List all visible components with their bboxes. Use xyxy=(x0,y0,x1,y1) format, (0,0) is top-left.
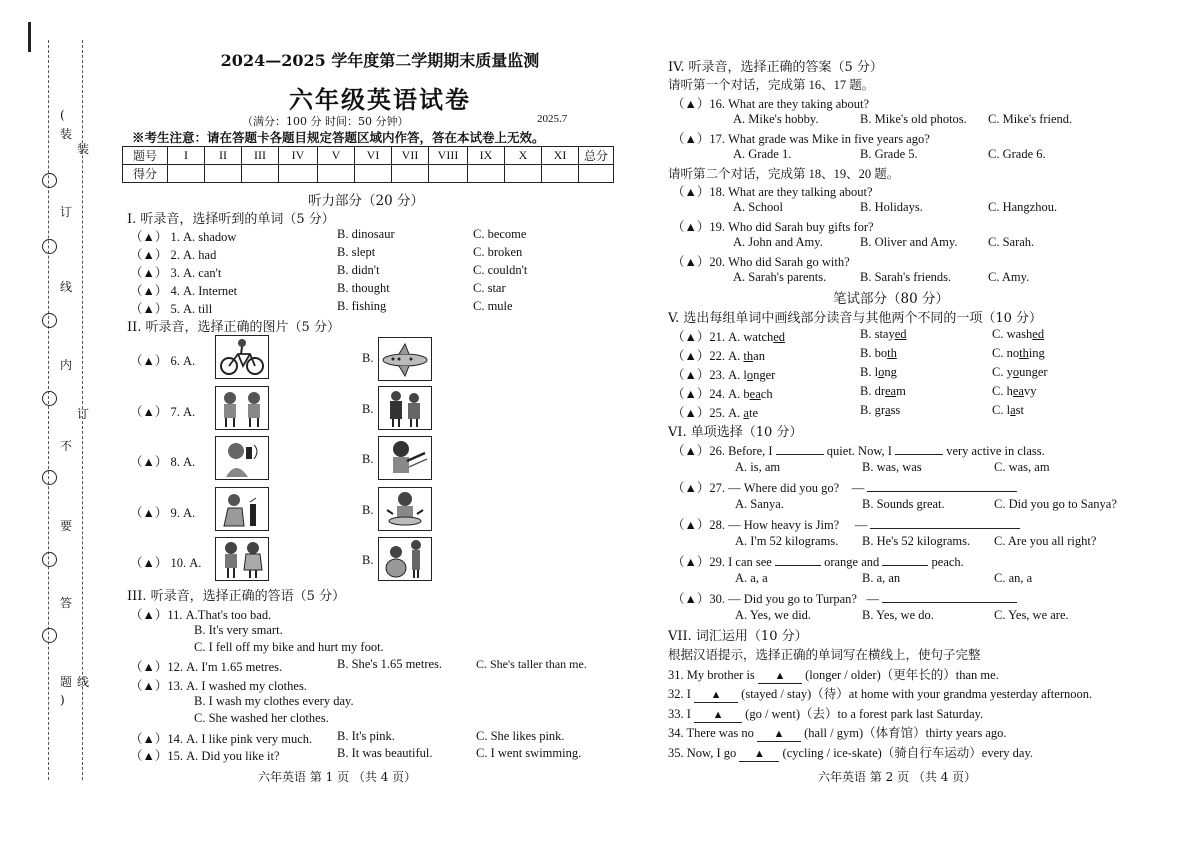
q26-option-c: C. was, am xyxy=(994,460,1050,474)
q25-a-rest: te xyxy=(748,406,758,420)
q27-option-a: A. Sanya. xyxy=(735,497,784,511)
q13-option-a: （▲）13. A. I washed my clothes. xyxy=(130,679,307,693)
score-cell: XI xyxy=(542,147,579,165)
q26-blank-2[interactable] xyxy=(895,454,943,455)
q24-a-rest: ch xyxy=(760,387,773,401)
q8-picture-a-phone-call xyxy=(215,436,269,480)
binding-char-1: 装 xyxy=(60,127,73,141)
q24-options xyxy=(672,384,773,402)
answer-marker-icon: ▲ xyxy=(773,728,785,740)
q29-option-c: C. an, a xyxy=(994,571,1033,585)
q25-c-rest: st xyxy=(1015,403,1024,417)
q24-a-text: （▲）24. A. b xyxy=(672,387,750,401)
q12-option-b: B. She's 1.65 metres. xyxy=(337,657,443,671)
section-4-heading: IV. 听录音，选择正确的答案（5 分） xyxy=(668,60,883,75)
score-cell-empty xyxy=(579,165,614,183)
page-2-footer: 六年英语 第 2 页 （共 4 页） xyxy=(818,770,977,784)
q29-text-1: （▲）29. I can see xyxy=(672,555,772,569)
binding-inner-char-2: 订 xyxy=(77,407,90,421)
score-cell-empty xyxy=(242,165,279,183)
q35-blank[interactable] xyxy=(739,746,779,762)
q24-c-underline: ea xyxy=(1012,384,1024,398)
q6-label-b: B. xyxy=(362,351,374,365)
q23-b-rest: ng xyxy=(884,365,897,379)
q19-option-a: A. John and Amy. xyxy=(733,235,823,249)
score-cell: X xyxy=(505,147,542,165)
score-cell-empty xyxy=(355,165,392,183)
q4-option-b: B. thought xyxy=(337,281,390,295)
q34-blank[interactable] xyxy=(757,726,801,742)
q20-option-c: C. Amy. xyxy=(988,270,1030,284)
q5-option-b: B. fishing xyxy=(337,299,387,313)
binding-hole-6 xyxy=(42,552,57,567)
q21-b-underline: ed xyxy=(894,327,907,341)
binding-hole-2 xyxy=(42,239,57,254)
q23-a-underline: o xyxy=(746,368,754,382)
q17-option-a: A. Grade 1. xyxy=(733,147,792,161)
q21-a-underline: ed xyxy=(773,330,786,344)
q23-option-c xyxy=(992,365,1048,380)
answer-marker-icon: ▲ xyxy=(712,709,724,721)
q19-question: （▲）19. Who did Sarah buy gifts for? xyxy=(672,220,874,234)
q22-option-b xyxy=(860,346,897,361)
score-cell-empty xyxy=(429,165,468,183)
binding-dashed-line-outer xyxy=(48,40,50,780)
q22-c-rest: ing xyxy=(1028,346,1045,360)
q23-b-text: B. l xyxy=(860,365,879,379)
q32-text-2: (stayed / stay)（待）at home with your grandma yesterday afternoon. xyxy=(741,687,1093,701)
q17-option-c: C. Grade 6. xyxy=(988,147,1046,161)
q24-c-text: C. h xyxy=(992,384,1013,398)
q14-option-c: C. She likes pink. xyxy=(476,729,565,743)
binding-char-5: 不 xyxy=(60,439,73,453)
q8-label-b: B. xyxy=(362,452,374,466)
score-cell: 得分 xyxy=(123,165,168,183)
q23-c-text: C. y xyxy=(992,365,1013,379)
q9-label: （▲） 9. A. xyxy=(130,506,196,520)
answer-marker-icon: ▲ xyxy=(774,670,786,682)
q12-option-c: C. She's taller than me. xyxy=(476,657,587,671)
score-cell: 总分 xyxy=(579,147,614,165)
section-6-heading: VI. 单项选择（10 分） xyxy=(668,425,803,440)
section-7-heading: VII. 词汇运用（10 分） xyxy=(668,629,808,644)
q28-option-c: C. Are you all right? xyxy=(994,534,1097,548)
q15-option-a: （▲）15. A. Did you like it? xyxy=(130,749,280,763)
two-people-icon xyxy=(379,387,431,429)
score-table-header-row xyxy=(123,147,614,165)
q21-option-b xyxy=(860,327,907,342)
q25-c-text: C. l xyxy=(992,403,1011,417)
q34-text-2: (hall / gym)（体育馆）thirty years ago. xyxy=(804,726,1007,740)
q22-options xyxy=(672,346,765,364)
reading-icon xyxy=(216,488,268,530)
exam-notice: ※考生注意：请在答题卡各题目规定答题区域内作答，答在本试卷上无效。 xyxy=(132,130,545,145)
score-cell-empty xyxy=(168,165,205,183)
binding-hole-1 xyxy=(42,173,57,188)
q28-question xyxy=(672,515,1020,533)
q13-option-b: B. I wash my clothes every day. xyxy=(194,694,354,708)
q26-option-a: A. is, am xyxy=(735,460,781,474)
q27-option-c: C. Did you go to Sanya? xyxy=(994,497,1117,511)
q21-options xyxy=(672,327,785,345)
q24-c-rest: vy xyxy=(1023,384,1037,398)
binding-char-6: 要 xyxy=(60,519,73,533)
q16-option-b: B. Mike's old photos. xyxy=(860,112,967,126)
q30-option-a: A. Yes, we did. xyxy=(735,608,812,622)
q22-c-underline: th xyxy=(1019,346,1029,360)
q25-option-b xyxy=(860,403,900,418)
written-title: 笔试部分（80 分） xyxy=(833,291,949,307)
score-cell-empty xyxy=(468,165,505,183)
q14-option-a: （▲）14. A. I like pink very much. xyxy=(130,732,313,746)
cooking-icon xyxy=(379,488,431,530)
q5-option-a: （▲） 5. A. till xyxy=(130,302,213,316)
q7-label: （▲） 7. A. xyxy=(130,405,196,419)
q20-option-a: A. Sarah's parents. xyxy=(733,270,827,284)
q11-option-a: （▲）11. A.That's too bad. xyxy=(130,608,272,622)
answer-marker-icon: ▲ xyxy=(710,689,722,701)
q26-text-3: very active in class. xyxy=(946,444,1045,458)
q28-option-a: A. I'm 52 kilograms. xyxy=(735,534,839,548)
binding-char-4: 内 xyxy=(60,358,73,372)
score-cell: IV xyxy=(279,147,318,165)
dialogue-2-instruction: 请听第二个对话，完成第 18、19、20 题。 xyxy=(668,167,900,181)
q22-c-text: C. no xyxy=(992,346,1020,360)
q24-b-underline: ea xyxy=(885,384,897,398)
q26-blank-1[interactable] xyxy=(776,454,824,455)
q16-option-c: C. Mike's friend. xyxy=(988,112,1073,126)
q30-dash: — xyxy=(866,592,879,606)
section-7-instruction: 根据汉语提示，选择正确的单词写在横线上，使句子完整 xyxy=(668,647,981,662)
q3-option-c: C. couldn't xyxy=(473,263,528,277)
q24-option-b xyxy=(860,384,906,399)
q35-text-2: (cycling / ice-skate)（骑自行车运动）every day. xyxy=(782,746,1034,760)
q32 xyxy=(668,684,1092,703)
binding-char-7: 答 xyxy=(60,596,73,610)
q31-text-1: 31. My brother is xyxy=(668,668,755,682)
q29-option-b: B. a, an xyxy=(862,571,901,585)
q24-a-underline: ea xyxy=(749,387,761,401)
violin-player-icon xyxy=(379,437,431,479)
q22-b-underline: th xyxy=(887,346,897,360)
q23-b-underline: o xyxy=(878,365,885,379)
q23-c-rest: unger xyxy=(1019,365,1048,379)
q27-option-b: B. Sounds great. xyxy=(862,497,945,511)
q23-a-rest: nger xyxy=(753,368,776,382)
score-cell: IX xyxy=(468,147,505,165)
binding-inner-char-1: 装 xyxy=(77,142,90,156)
q28-dash: — xyxy=(854,518,868,532)
section-3-heading: III. 听录音，选择正确的答语（5 分） xyxy=(127,589,346,604)
q29-blank-1[interactable] xyxy=(775,565,821,566)
exam-date: 2025.7 xyxy=(537,113,568,125)
q33-blank[interactable] xyxy=(694,707,742,723)
exam-meta: （满分：100 分 时间：50 分钟） xyxy=(242,115,409,128)
q30-blank[interactable] xyxy=(882,602,1017,603)
q23-option-b xyxy=(860,365,897,380)
binding-inner-char-3: 线 xyxy=(77,675,90,689)
q30-text: （▲）30. — Did you go to Turpan? xyxy=(672,592,857,606)
q25-c-underline: a xyxy=(1010,403,1016,417)
score-cell-empty xyxy=(318,165,355,183)
q11-option-b: B. It's very smart. xyxy=(194,623,283,637)
q30-option-c: C. Yes, we are. xyxy=(994,608,1069,622)
q25-option-c xyxy=(992,403,1024,418)
boy-girl-icon xyxy=(216,538,268,580)
q28-blank[interactable] xyxy=(870,528,1020,529)
score-cell: II xyxy=(205,147,242,165)
score-cell-empty xyxy=(205,165,242,183)
q18-option-b: B. Holidays. xyxy=(860,200,923,214)
q15-option-c: C. I went swimming. xyxy=(476,746,582,760)
listening-title: 听力部分（20 分） xyxy=(308,193,424,209)
binding-hole-3 xyxy=(42,313,57,328)
score-cell: III xyxy=(242,147,279,165)
bicycle-icon xyxy=(216,336,268,378)
q19-option-b: B. Oliver and Amy. xyxy=(860,235,958,249)
binding-hole-4 xyxy=(42,391,57,406)
score-cell: I xyxy=(168,147,205,165)
q2-option-b: B. slept xyxy=(337,245,376,259)
q2-option-c: C. broken xyxy=(473,245,523,259)
q20-option-b: B. Sarah's friends. xyxy=(860,270,952,284)
q6-label: （▲） 6. A. xyxy=(130,354,196,368)
q9-picture-a-reading xyxy=(215,487,269,531)
q18-option-a: A. School xyxy=(733,200,783,214)
q26-text-1: （▲）26. Before, I xyxy=(672,444,773,458)
q16-question: （▲）16. What are they taking about? xyxy=(672,97,870,111)
q3-option-a: （▲） 3. A. can't xyxy=(130,266,222,280)
q21-a-text: （▲）21. A. watch xyxy=(672,330,774,344)
binding-hole-7 xyxy=(42,628,57,643)
q1-option-c: C. become xyxy=(473,227,527,241)
q1-option-a: （▲） 1. A. shadow xyxy=(130,230,237,244)
q12-option-a: （▲）12. A. I'm 1.65 metres. xyxy=(130,660,283,674)
q28-option-b: B. He's 52 kilograms. xyxy=(862,534,971,548)
q25-b-rest: ss xyxy=(890,403,901,417)
q21-option-c xyxy=(992,327,1044,342)
q20-question: （▲）20. Who did Sarah go with? xyxy=(672,255,850,269)
q30-option-b: B. Yes, we do. xyxy=(862,608,934,622)
q18-question: （▲）18. What are they talking about? xyxy=(672,185,873,199)
score-cell-empty xyxy=(542,165,579,183)
q22-option-c xyxy=(992,346,1045,361)
score-cell: 题号 xyxy=(123,147,168,165)
q33 xyxy=(668,704,983,723)
q21-c-text: C. wash xyxy=(992,327,1033,341)
q34-text-1: 34. There was no xyxy=(668,726,754,740)
q7-picture-a-two-kids xyxy=(215,386,269,430)
q3-option-b: B. didn't xyxy=(337,263,380,277)
binding-char-2: 订 xyxy=(60,205,73,219)
q7-picture-b-two-people xyxy=(378,386,432,430)
page-1-footer: 六年英语 第 1 页 （共 4 页） xyxy=(258,770,417,784)
q26-text-2: quiet. Now, I xyxy=(826,444,892,458)
q27-text: （▲）27. — Where did you go? xyxy=(672,481,840,495)
q27-blank[interactable] xyxy=(867,491,1017,492)
q25-b-text: B. gr xyxy=(860,403,885,417)
q27-question xyxy=(672,478,1017,496)
q32-text-1: 32. I xyxy=(668,687,691,701)
q25-options xyxy=(672,403,758,421)
q27-dash: — xyxy=(851,481,865,495)
q22-a-rest: an xyxy=(753,349,765,363)
q11-option-c: C. I fell off my bike and hurt my foot. xyxy=(194,640,384,654)
q10-label-b: B. xyxy=(362,553,374,567)
q4-option-a: （▲） 4. A. Internet xyxy=(130,284,238,298)
binding-mark xyxy=(28,22,31,52)
q8-label: （▲） 8. A. xyxy=(130,455,196,469)
dialogue-1-instruction: 请听第一个对话，完成第 16、17 题。 xyxy=(668,78,875,92)
q18-option-c: C. Hangzhou. xyxy=(988,200,1058,214)
q26-option-b: B. was, was xyxy=(862,460,922,474)
q1-option-b: B. dinosaur xyxy=(337,227,395,241)
q23-c-underline: o xyxy=(1012,365,1020,379)
q28-text: （▲）28. — How heavy is Jim? xyxy=(672,518,840,532)
binding-hole-5 xyxy=(42,470,57,485)
exam-title: 2024—2025 学年度第二学期期末质量监测 xyxy=(220,51,540,70)
binding-paren-open: ( xyxy=(60,108,65,122)
q16-option-a: A. Mike's hobby. xyxy=(733,112,819,126)
q15-option-b: B. It was beautiful. xyxy=(337,746,433,760)
q26-question xyxy=(672,441,1045,459)
q32-blank[interactable] xyxy=(694,687,738,703)
q19-option-c: C. Sarah. xyxy=(988,235,1035,249)
q9-picture-b-cooking xyxy=(378,487,432,531)
q25-b-underline: a xyxy=(885,403,891,417)
q22-a-underline: th xyxy=(743,349,754,363)
score-cell-empty xyxy=(505,165,542,183)
q24-b-text: B. dr xyxy=(860,384,885,398)
q29-text-3: peach. xyxy=(931,555,964,569)
q13-option-c: C. She washed her clothes. xyxy=(194,711,329,725)
q25-a-underline: a xyxy=(743,406,749,420)
score-table-score-row xyxy=(123,165,614,183)
score-cell: VIII xyxy=(429,147,468,165)
two-kids-icon xyxy=(216,387,268,429)
q35-text-1: 35. Now, I go xyxy=(668,746,737,760)
q21-c-underline: ed xyxy=(1032,327,1045,341)
q33-text-1: 33. I xyxy=(668,707,691,721)
plane-icon xyxy=(379,338,431,380)
exam-subtitle: 六年级英语试卷 xyxy=(289,85,471,114)
q29-question xyxy=(672,552,964,570)
section-2-heading: II. 听录音，选择正确的图片（5 分） xyxy=(127,320,340,335)
q23-a-text: （▲）23. A. l xyxy=(672,368,747,382)
q22-b-text: B. bo xyxy=(860,346,888,360)
q31 xyxy=(668,665,999,684)
q30-question xyxy=(672,589,1017,607)
q24-option-c xyxy=(992,384,1036,399)
q9-label-b: B. xyxy=(362,503,374,517)
binding-paren-close: ) xyxy=(60,693,65,707)
q21-b-text: B. stay xyxy=(860,327,895,341)
score-cell-empty xyxy=(392,165,429,183)
score-cell: V xyxy=(318,147,355,165)
q17-option-b: B. Grade 5. xyxy=(860,147,918,161)
q29-text-2: orange and xyxy=(824,555,880,569)
section-5-heading: V. 选出每组单词中画线部分读音与其他两个不同的一项（10 分） xyxy=(668,311,1043,326)
q35 xyxy=(668,743,1033,762)
q14-option-b: B. It's pink. xyxy=(337,729,395,743)
binding-char-3: 线 xyxy=(60,280,73,294)
q31-text-2: (longer / older)（更年长的）than me. xyxy=(805,668,999,682)
binding-char-8: 题 xyxy=(60,675,73,689)
q4-option-c: C. star xyxy=(473,281,506,295)
q29-option-a: A. a, a xyxy=(735,571,768,585)
q33-text-2: (go / went)（去）to a forest park last Saturday. xyxy=(745,707,984,721)
score-cell: VII xyxy=(392,147,429,165)
phone-call-icon xyxy=(216,437,268,479)
q29-blank-2[interactable] xyxy=(882,565,928,566)
q2-option-a: （▲） 2. A. had xyxy=(130,248,217,262)
q24-b-rest: m xyxy=(896,384,906,398)
tall-short-icon xyxy=(379,538,431,580)
answer-marker-icon: ▲ xyxy=(753,748,765,760)
q10-label: （▲） 10. A. xyxy=(130,556,202,570)
q5-option-c: C. mule xyxy=(473,299,513,313)
q6-picture-a-bicycle xyxy=(215,335,269,379)
section-1-heading: I. 听录音，选择听到的单词（5 分） xyxy=(127,212,335,227)
q23-options xyxy=(672,365,775,383)
q10-picture-b-tall-short xyxy=(378,537,432,581)
q7-label-b: B. xyxy=(362,402,374,416)
q22-a-text: （▲）22. A. xyxy=(672,349,744,363)
score-cell: VI xyxy=(355,147,392,165)
q31-blank[interactable] xyxy=(758,668,802,684)
q34 xyxy=(668,723,1007,742)
score-cell-empty xyxy=(279,165,318,183)
q6-picture-b-plane xyxy=(378,337,432,381)
q25-a-text: （▲）25. A. xyxy=(672,406,744,420)
q10-picture-a-boy-girl xyxy=(215,537,269,581)
score-table xyxy=(122,146,614,183)
q8-picture-b-violin-player xyxy=(378,436,432,480)
q17-question: （▲）17. What grade was Mike in five years ago? xyxy=(672,132,930,146)
